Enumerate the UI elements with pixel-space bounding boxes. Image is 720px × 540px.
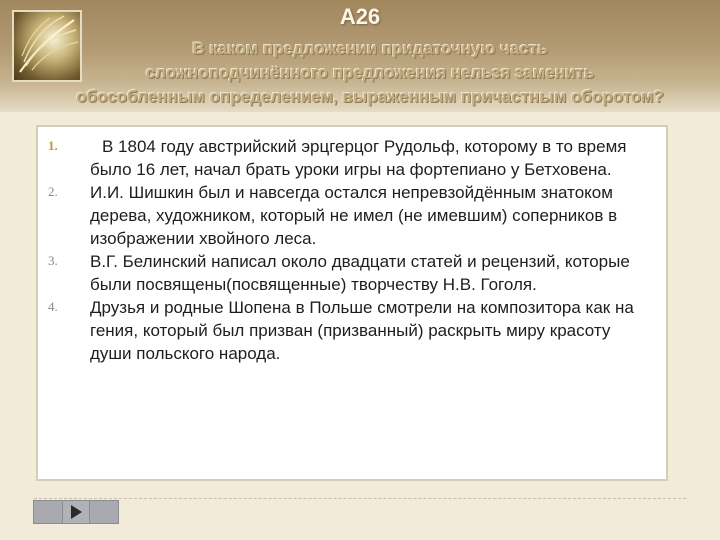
item-number: 2.: [48, 184, 58, 199]
footer-divider: [34, 498, 686, 499]
item-number: 1.: [48, 138, 58, 153]
slide-number: А26: [339, 4, 381, 29]
nav-play-button[interactable]: [62, 500, 90, 524]
slide-title: [30, 37, 710, 109]
title-line: обособленным определением, выраженным причастным оборотом?: [76, 87, 664, 106]
content-box: [36, 125, 668, 481]
nav-previous-button[interactable]: [33, 500, 63, 524]
item-number: 4.: [48, 299, 58, 314]
title-line: сложноподчинённого предложения нельзя заменить: [145, 63, 595, 82]
list-item: [48, 135, 656, 181]
item-text: В.Г. Белинский написал около двадцати статей и рецензий, которые были посвящены(посвященные) творчеству Н.В. Гоголя.: [90, 252, 630, 294]
item-text: И.И. Шишкин был и навсегда остался непревзойдённым знатоком дерева, художником, который не имел (не имевшим) соперников в изображении хвойного леса.: [90, 183, 618, 248]
list-item: [48, 296, 656, 365]
item-number: 3.: [48, 253, 58, 268]
item-text: Друзья и родные Шопена в Польше смотрели на композитора как на гения, который был призван (призванный) раскрыть миру красоту души польского народа.: [90, 298, 634, 363]
answer-list: [38, 127, 666, 365]
title-line: В каком предложении придаточную часть: [192, 39, 548, 58]
list-item: [48, 181, 656, 250]
list-item: [48, 250, 656, 296]
play-icon: [71, 505, 82, 519]
nav-next-button[interactable]: [89, 500, 119, 524]
item-text: В 1804 году австрийский эрцгерцог Рудольф, которому в то время было 16 лет, начал брать уроки игры на фортепиано у Бетховена.: [90, 137, 627, 179]
slide-header: [0, 0, 720, 112]
